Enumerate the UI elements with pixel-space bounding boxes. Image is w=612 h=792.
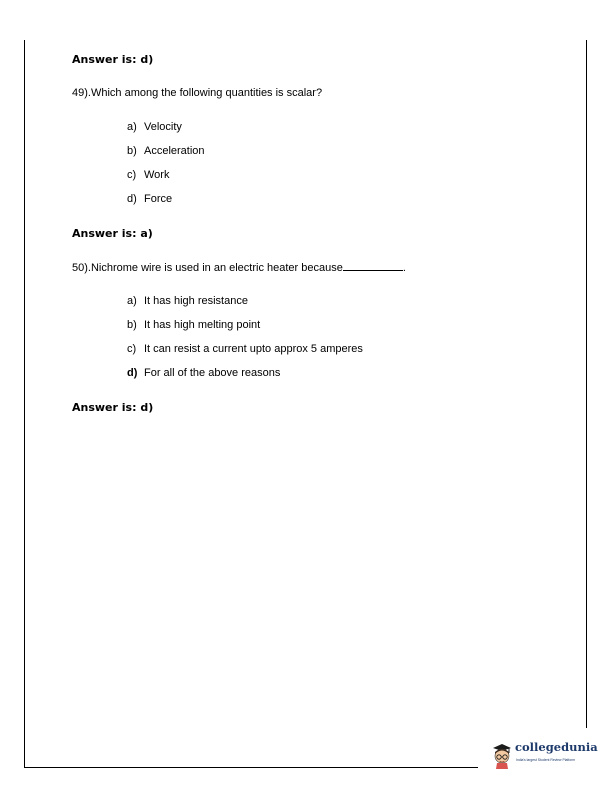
- option-letter: b): [127, 145, 137, 157]
- option-text: For all of the above reasons: [144, 367, 281, 379]
- bottom-page-border: [24, 767, 478, 768]
- q50-option-a: [127, 295, 248, 307]
- option-text: Acceleration: [144, 145, 205, 157]
- answer-49: Answer is: a): [72, 227, 153, 240]
- question-49: 49).Which among the following quantities is scalar?: [72, 87, 323, 99]
- q50-option-d: [127, 367, 280, 379]
- option-text: Force: [144, 193, 173, 205]
- logo-wordmark: collegedunia: [515, 740, 598, 754]
- option-letter: c): [127, 169, 137, 181]
- q49-option-d: [127, 193, 172, 205]
- q49-option-c: [127, 169, 169, 181]
- right-page-border: [586, 40, 587, 728]
- q49-option-b: [127, 145, 205, 157]
- logo-tagline: India's largest Student Review Platform: [516, 758, 576, 762]
- option-letter: a): [127, 295, 137, 307]
- option-letter: b): [127, 319, 137, 331]
- option-letter: c): [127, 343, 137, 355]
- option-letter: d): [127, 367, 138, 379]
- fill-in-blank: [343, 261, 403, 271]
- collegedunia-logo: [490, 739, 598, 771]
- option-text: It has high melting point: [144, 319, 261, 331]
- q50-option-b: [127, 319, 260, 331]
- option-text: It has high resistance: [144, 295, 248, 307]
- q50-option-c: [127, 343, 363, 355]
- option-text: Work: [144, 169, 170, 181]
- answer-50: Answer is: d): [72, 401, 154, 414]
- q49-option-a: [127, 121, 182, 133]
- option-text: It can resist a current upto approx 5 amperes: [144, 343, 363, 355]
- option-letter: d): [127, 193, 137, 205]
- option-text: Velocity: [144, 121, 182, 133]
- left-page-border: [24, 40, 25, 768]
- answer-48: Answer is: d): [72, 53, 154, 66]
- question-50-end: .: [402, 262, 406, 274]
- question-50: [72, 261, 406, 274]
- question-50-text: 50).Nichrome wire is used in an electric heater because: [72, 262, 343, 274]
- option-letter: a): [127, 121, 137, 133]
- mascot-icon: [490, 739, 514, 769]
